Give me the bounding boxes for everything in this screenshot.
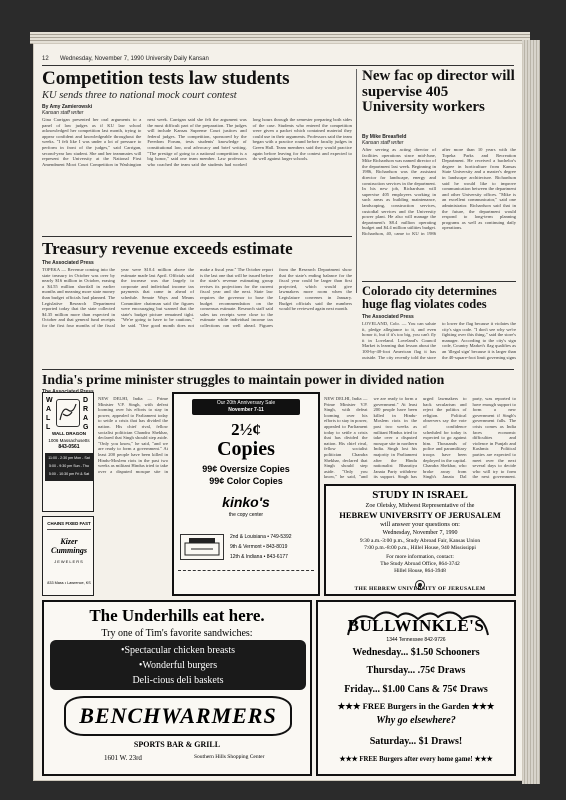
ad-wall-hours-3: 5:00 - 10:30 pm Fri & Sat: [48, 472, 90, 476]
ad-chains-name: Kizer Cummings: [50, 537, 87, 555]
dragon-logo-icon: [56, 399, 80, 427]
ad-kinkos-dates: November 7-11: [228, 407, 264, 413]
ad-bullwinkles: [316, 600, 516, 776]
story1-body: Gina Carrigan presented her oral arguments to a panel of law judges as if KU law school acknowledged her competition last month, trying to appear confident and knowledgeable throughout the weeks. "I felt like I was under a lot of pressure to perform in front of the judges," said Carrigan, second-year law student. She and her teammates will represent the University at the National First Amendment Moot Court Competition in Washington next week. Carrigan said she felt the argument was the most difficult part of the preparation. The judges will include Kansas Supreme Court justices and federal judges. The competition, sponsored by the Freedom Forum, tests students' knowledge of constitutional law, oral advocacy and brief writing. "The prestige of going to a national competition is a big honor," said one team member. Law professors who coached the team said the students had worked long hours through the semester preparing both sides of the case. Students who entered the competition were given a packet which contained material they could use in their arguments. Professors said the team began with a practice round before faculty judges in Green Hall. Team members said they would practice again before leaving for the contest and expected to do well against larger schools.: [42, 117, 352, 167]
ad-bullwinkles-name: BULLWINKLE'S: [347, 616, 485, 635]
ad-bullwinkles-line-7: ★★★ FREE Burgers after every home game! ★★★: [339, 756, 493, 763]
ad-israel-date: Wednesday, November 7, 1990: [382, 530, 458, 536]
ad-israel-org: HEBREW UNIVERSITY OF JERUSALEM: [339, 510, 501, 520]
ad-kinkos-line1: 99¢ Oversize Copies: [202, 464, 290, 474]
ad-wall-hours-box: [45, 453, 93, 481]
story1-byline-role: Kansan staff writer: [42, 110, 84, 116]
ad-underhills-location: Southern Hills Shopping Center: [194, 754, 265, 760]
ad-kinkos-brand: kinko's: [222, 494, 270, 510]
ad-kinkos-banner: Our 20th Anniversary Sale: [216, 400, 276, 406]
story3-headline: Treasury revenue exceeds estimate: [42, 239, 293, 258]
ad-bullwinkles-line-3: Friday... $1.00 Cans & 75¢ Draws: [344, 684, 488, 695]
ad-kinkos-word: Copies: [217, 438, 275, 460]
ad-kinkos-line2: 99¢ Color Copies: [209, 476, 283, 486]
section-rule-india: [42, 369, 514, 370]
page-number: 12: [42, 56, 49, 62]
ad-israel-time2: 7:00 p.m.-8:00 p.m., Hillel House, 940 Mississippi: [364, 545, 476, 551]
ad-bullwinkles-address: 1344 Tennessee 842-9726: [386, 637, 446, 643]
story3-body: TOPEKA — Revenue coming into the state treasury in October was over by nearly $16 million in October, erasing a $4.55 million shortfall in earlier months and meaning more state money than budget officials had planned. The Legislative Research Department reported today that the state collected $4.35 million more than expected in October and that general fund receipts for the first four months of the fiscal year were $10.4 million above the estimate made last April. Officials said the increase was due largely to corporate and individual income tax payments that came in ahead of schedule. Senate Ways and Means Committee chairman said the figures were encouraging but warned that the state's budget picture remained tight. "We're going to have to be cautious," he said. "One good month does not make a fiscal year." The October report is the last one that will be issued before the state's revenue estimating group revises its projections for the current fiscal year and the next. State law requires the governor to base the budget recommendation on the consensus estimate. Research staff said sales tax receipts were close to the estimate while individual income tax collections ran well ahead. Figures from the Research Department show that the state's ending balance for the fiscal year could be larger than first projected, which would give lawmakers more room when the Legislature convenes in January. Budget officials said the numbers would be reviewed again next month.: [42, 267, 352, 328]
story3-byline: The Associated Press: [42, 260, 94, 266]
ad-chains-address: 833 Mass • Lawrence, KS: [47, 581, 91, 585]
story1-byline: By Amy Zamierowski: [42, 104, 93, 110]
ad-bullwinkles-line-2: Thursday... .75¢ Draws: [366, 665, 466, 676]
ad-underhills-item-3: Deli-cious deli baskets: [132, 675, 224, 686]
ad-wall-hours-1: 11:00 - 2:30 pm Mon - Sat: [48, 456, 90, 460]
ad-underhills-item-1: •Spectacular chicken breasts: [120, 645, 235, 656]
ad-israel-contact: For more information, contact:: [386, 554, 454, 560]
ad-underhills-brand: BENCHWARMERS: [64, 696, 292, 736]
ad-israel-title: STUDY IN ISRAEL: [372, 489, 468, 501]
ad-kinkos-tag: the copy center: [228, 512, 264, 518]
story2-body: After serving as acting director of facilities operations since mid-June, Mike Richardson was named director of the department last week. Beginning in 1986, Richardson was the assistant director for landscape, energy and construction services in the department. In his new job, Richardson will supervise 405 employees working in such areas as building maintenance, landscaping, construction services, custodial services and the University power plant. He also will manage the department's $8.4 million operating budget and $4.4 million utilities budget. Richardson, 40, came to KU in 1986 after more than 10 years with the Topeka Parks and Recreation Department. He received a bachelor's degree in horticulture from Kansas State University and a master's degree in landscape architecture. Richardson said he would like to improve communication between the department and other University offices. "Mike is an excellent communicator," said one administrator. Richardson said that in the future, the department would respond to long-term planning programs as well as continuing daily operations.: [362, 147, 516, 236]
section-rule-right: [362, 281, 516, 282]
ad-kinkos-address-3: 12th & Indiana • 843-6177: [230, 554, 288, 560]
ad-wall-dragon: [42, 392, 94, 512]
story4-headline: Colorado city determines huge flag violates codes: [362, 284, 497, 311]
story1-subhead: KU sends three to national mock court contest: [42, 90, 237, 101]
section-rule: [42, 236, 352, 237]
ad-underhills-item-2: •Wonderful burgers: [138, 660, 218, 671]
story2-byline-role: Kansan staff writer: [362, 140, 404, 146]
story2-headline: New fac op director will supervise 405 University workers: [362, 68, 515, 115]
column-rule: [356, 69, 357, 293]
ad-kinkos-banner-box: [192, 399, 300, 415]
ad-israel-time1: 9:30 a.m.-3:00 p.m., Study Abroad Fair, Kansas Union: [359, 538, 481, 544]
ad-israel-presenter: Zoe Oletsky, Midwest Representative of the: [365, 502, 475, 509]
ad-kinkos-address-2: 9th & Vermont • 843-8019: [230, 544, 288, 550]
story4-body: LOVELAND, Colo. — You can salute it, pledge allegiance to it, and even honor it, but if it's too big, you can't fly it in Loveland. Loveland's Council Market is learning that lesson about the 100-by-40-foot American flag it has outside. The city recently told the store to lower the flag because it violates the city's sign code. "I don't see why we're fighting over this thing," said the store's manager. According to the city's sign code, Country Market's flag qualifies as an 'illegal sign' because it is larger than the 40-square-foot limit governing signs: [362, 321, 516, 360]
ad-wall-name: WALL DRAGON: [52, 431, 86, 436]
ad-chains-sub: JEWELERS: [54, 559, 84, 564]
story2-byline: By Mike Breasfield: [362, 134, 407, 140]
ad-hebrew-university: [324, 484, 516, 596]
ad-wall-address: 1006 Massachusetts: [48, 438, 90, 443]
ad-bullwinkles-line-5: Why go elsewhere?: [376, 715, 456, 726]
ad-chains-title: CHAINS FIXED FAST: [47, 521, 91, 526]
story5-body-col1: NEW DELHI, India — Prime Minister V.P. Singh, with defeat looming over his efforts to stay in power, appealed to Parliament today to settle a crisis that has divided the nation. His chief rival, fellow socialist politician Chandra Shekhar, declared that Singh should step aside. "Only you know," he said, "and we are ready to form a government." At least 200 people have been killed in Hindu-Moslem riots in the past two weeks as militant Hindus tried to take over a disputed mosque site in: [98, 396, 168, 474]
dateline: Wednesday, November 7, 1990 University Daily Kansan: [60, 56, 209, 62]
ad-israel-answer: will answer your questions on:: [380, 521, 460, 528]
ad-underhills-title: The Underhills eat here.: [89, 606, 265, 625]
ad-kinkos-coupon-strip: [178, 570, 314, 590]
folio-rule: [42, 65, 514, 66]
story5-body-right: NEW DELHI, India — Prime Minister V.P. Singh, with defeat looming over his efforts to stay in power, appealed to Parliament today to settle a crisis that has divided the nation. His chief rival, fellow socialist politician Chandra Shekhar, declared that Singh should step aside. "Only you know," he said, "and we are ready to form a government." At least 200 people have been killed in Hindu-Moslem riots in the past two weeks as militant Hindus tried to take over a disputed mosque site in northern India. Singh lost his majority in Parliament after the Hindu nationalist Bharatiya Janata Party withdrew its support. Singh has urged lawmakers to back secularism and reject the politics of religion. Political observers say the vote of confidence scheduled for today is expected to go against him. Thousands of police and paramilitary troops have been deployed in the capital. Chandra Shekhar, who broke away from Singh's Janata Dal party, was reported to have enough support to form a new government if Singh's government falls. The crisis comes as India faces economic difficulties and violence in Punjab and Kashmir. Political parties are expected to meet over the next several days to decide who will try to form the next government.: [324, 396, 516, 480]
story5-headline: India's prime minister struggles to maintain power in divided nation: [42, 372, 445, 387]
ad-kizer-cummings: [42, 516, 94, 596]
ad-israel-footer: THE HEBREW UNIVERSITY OF JERUSALEM: [354, 586, 486, 592]
ad-israel-contact2: Hillel House, 864-3948: [394, 568, 446, 574]
ad-underhills-menu-box: [50, 640, 306, 690]
ad-benchwarmers: [42, 600, 312, 776]
university-seal-icon: [408, 575, 432, 585]
ad-wall-letters: W A L L: [46, 397, 53, 431]
ad-bullwinkles-line-1: Wednesday... $1.50 Schooners: [352, 647, 480, 658]
ad-israel-contact1: The Study Abroad Office, 864-3742: [380, 561, 460, 567]
newspaper-page: [34, 44, 522, 780]
ad-underhills-brand-sub: SPORTS BAR & GRILL: [133, 740, 221, 749]
ad-kinkos-price: 2½¢: [231, 420, 261, 439]
ad-underhills-intro: Try one of Tim's favorite sandwiches:: [101, 628, 253, 639]
ad-bullwinkles-line-4: ★★★ FREE Burgers in the Garden ★★★: [337, 701, 495, 711]
story4-byline: The Associated Press: [362, 314, 414, 320]
ad-bullwinkles-line-6: Saturday... $1 Draws!: [369, 736, 463, 747]
paper-stack-right-edge: [522, 40, 540, 784]
ad-kinkos-address-1: 2nd & Louisiana • 749-5392: [230, 534, 292, 540]
ad-wall-hours-2: 5:00 - 9:30 pm Sun - Thu: [49, 464, 89, 468]
paper-stack-top-edge: [30, 32, 530, 44]
ad-wall-phone: 843-0561: [58, 444, 80, 450]
copier-icon: [180, 534, 224, 560]
ad-underhills-address: 1601 W. 23rd: [104, 754, 142, 762]
story1-headline: Competition tests law students: [42, 68, 290, 89]
ad-kinkos: [172, 392, 320, 596]
ad-drag-letters: D R A G: [83, 397, 89, 431]
